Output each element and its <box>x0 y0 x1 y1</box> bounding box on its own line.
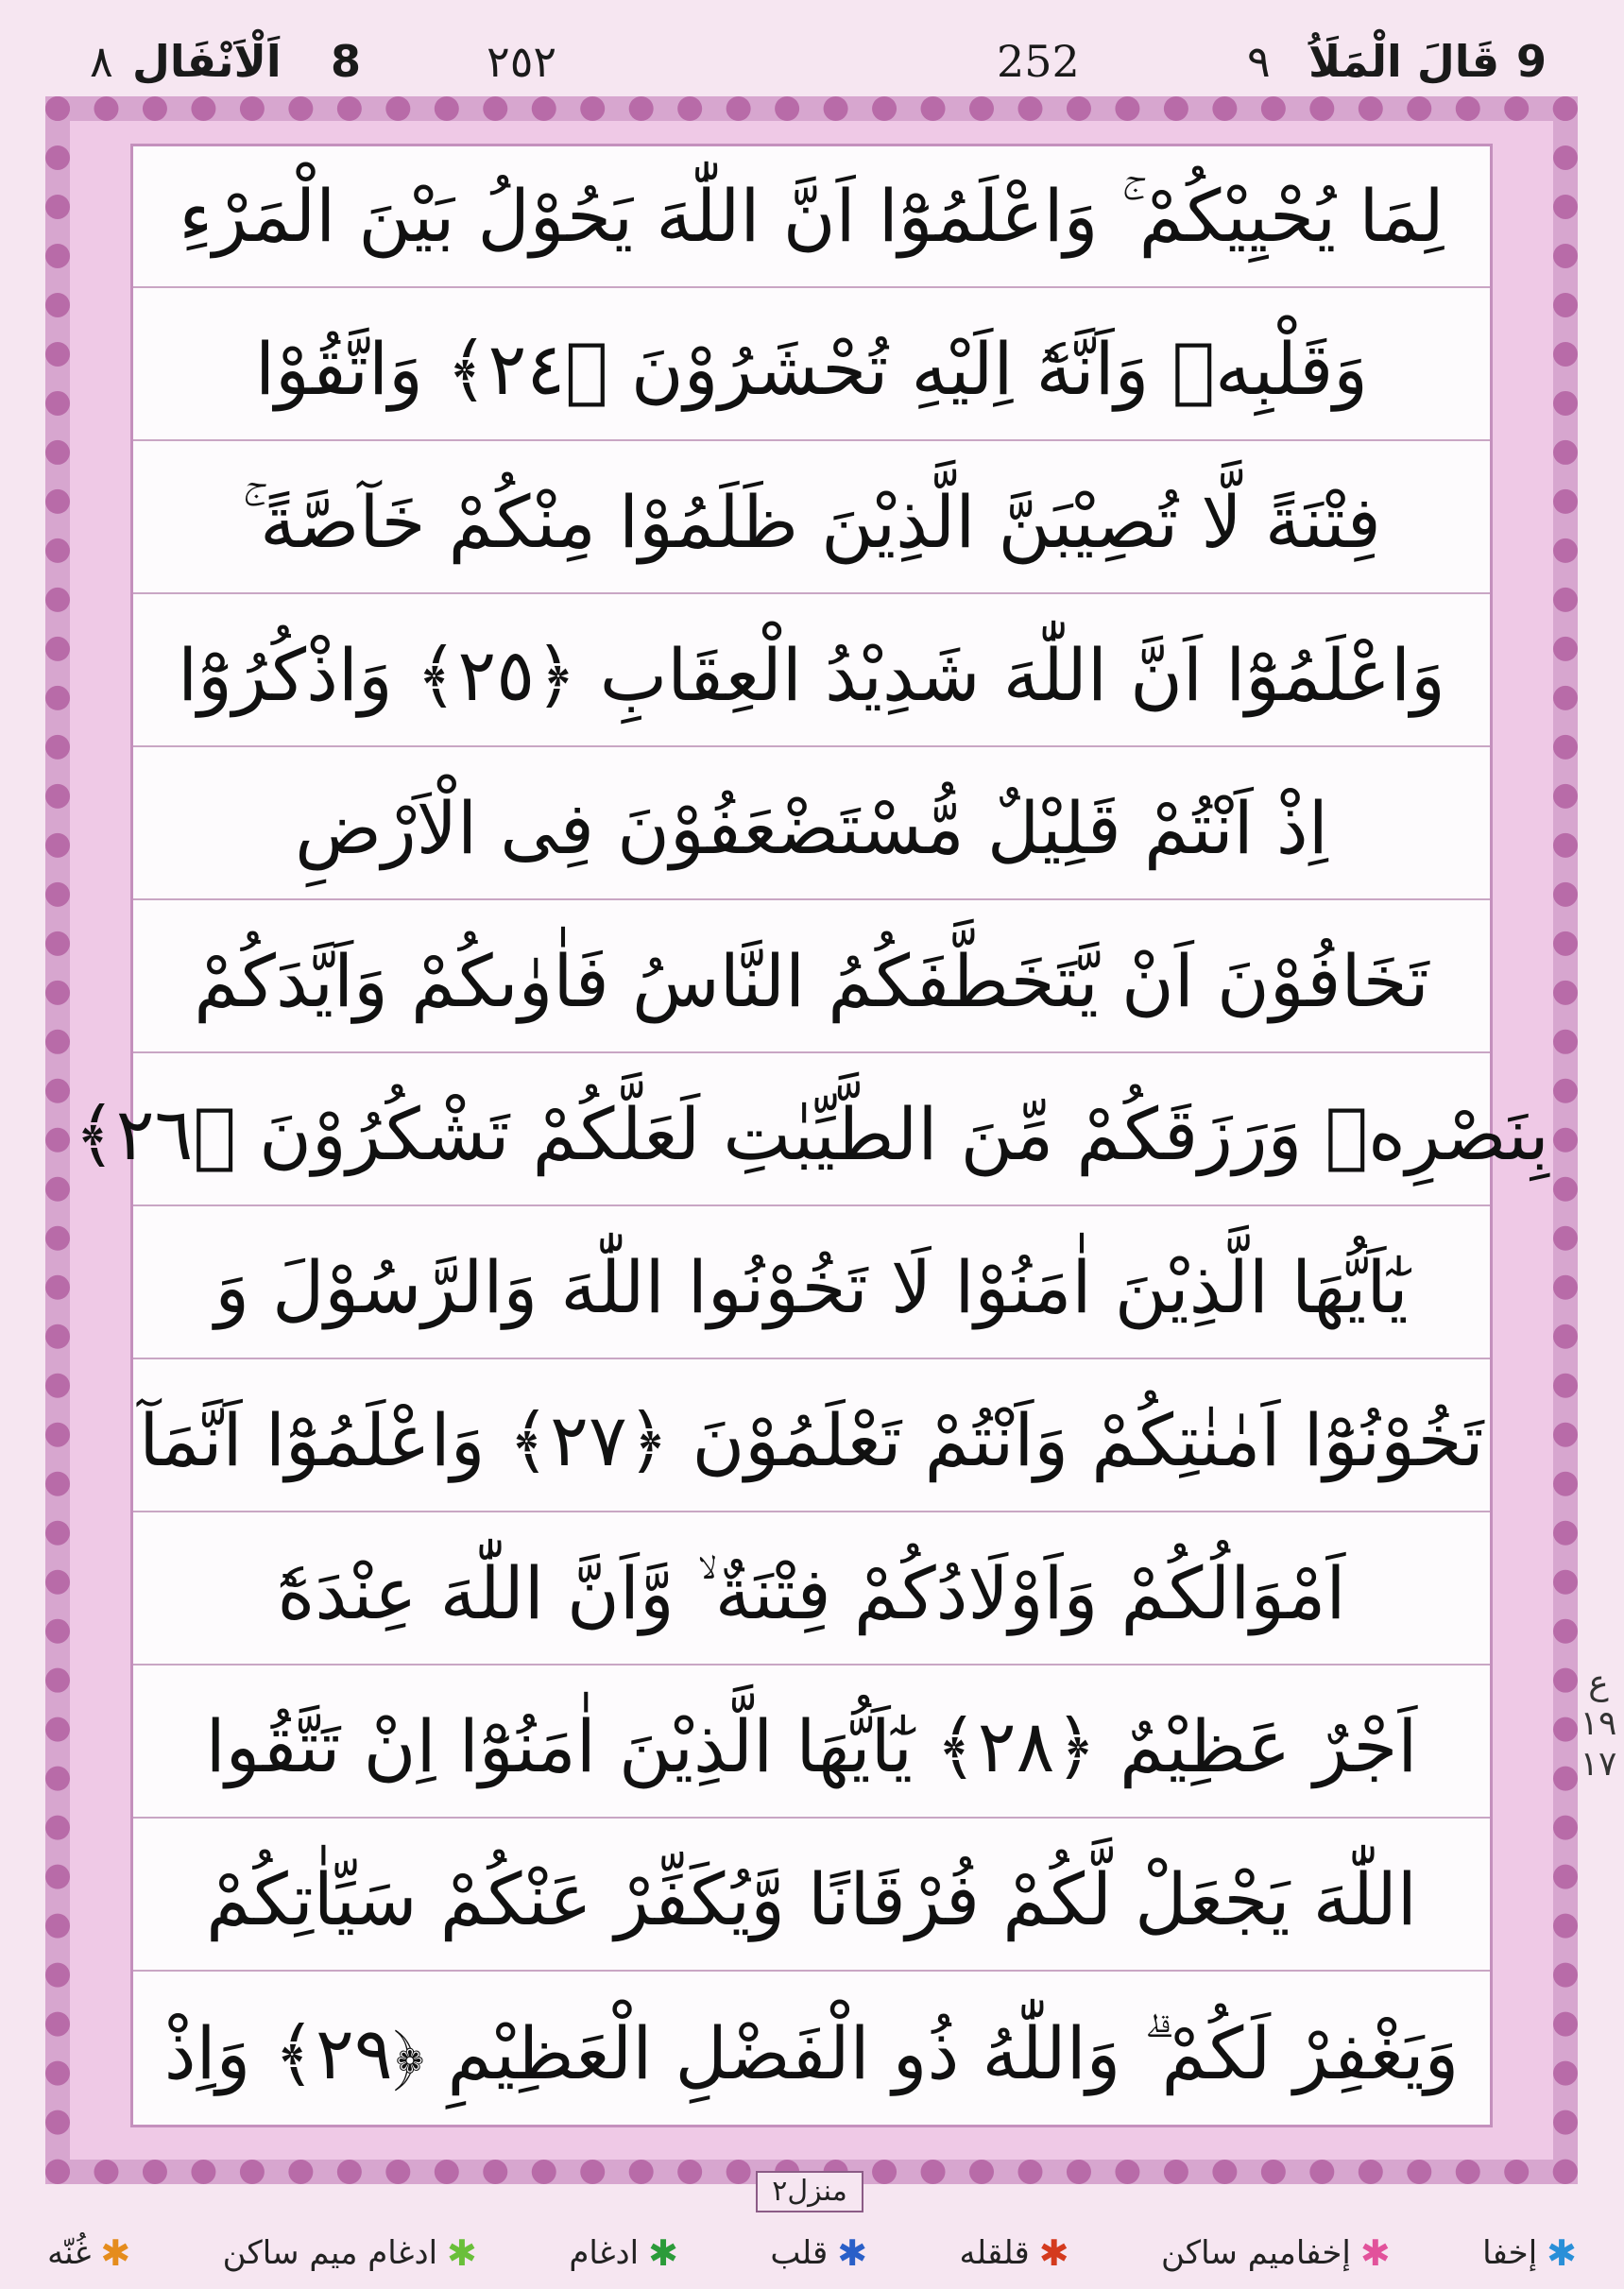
text-line <box>133 453 1490 594</box>
manzil-label: منزل٢ <box>756 2171 863 2212</box>
quran-text-panel <box>74 144 1549 2127</box>
legend-item <box>1482 2234 1577 2272</box>
line-text: تَخُوْنُوْٓا اَمٰنٰتِكُمْ وَاَنْتُمْ تَعْلَمُوْنَ ﴿٢٧﴾ وَاعْلَمُوْٓا اَنَّمَآ <box>139 1398 1484 1482</box>
text-line <box>133 759 1490 900</box>
line-text: وَاعْلَمُوْٓا اَنَّ اللّٰهَ شَدِيْدُ الْعِقَابِ ﴿٢٥﴾ وَاذْكُرُوْٓا <box>178 633 1445 717</box>
line-text: تَخَافُوْنَ اَنْ يَّتَخَطَّفَكُمُ النَّاسُ فَاٰوٰىكُمْ وَاَيَّدَكُمْ <box>194 939 1429 1023</box>
star-icon: ✱ <box>1547 2232 1577 2274</box>
text-line <box>133 1983 1490 2125</box>
page-number-arabic: ٢٥٢ <box>487 36 557 87</box>
line-text: لِمَا يُحْيِيْكُمْ ۚ وَاعْلَمُوْٓا اَنَّ اللّٰهَ يَحُوْلُ بَيْنَ الْمَرْءِ <box>179 174 1445 258</box>
line-text: اَمْوَالُكُمْ وَاَوْلَادُكُمْ فِتْنَةٌ ۙ وَّاَنَّ اللّٰهَ عِنْدَهٗٓ <box>277 1551 1346 1635</box>
legend-item <box>47 2234 130 2272</box>
juz-name-right: قَالَ الْمَلَاُ <box>1308 36 1500 87</box>
text-line <box>133 1371 1490 1512</box>
line-text: اَجْرٌ عَظِيْمٌ ﴿٢٨﴾ يٰٓاَيُّهَا الَّذِيْنَ اٰمَنُوْٓا اِنْ تَتَّقُوا <box>205 1704 1418 1788</box>
ruku-marker <box>1580 1663 1617 1785</box>
star-icon: ✱ <box>1359 2232 1391 2274</box>
surah-number-left: 8 <box>331 36 362 87</box>
star-icon: ✱ <box>837 2232 868 2274</box>
legend-label: قلقله <box>959 2234 1030 2272</box>
legend-item <box>1161 2234 1391 2272</box>
text-line <box>133 1677 1490 1819</box>
tajweed-legend <box>0 2220 1624 2286</box>
text-line <box>133 606 1490 747</box>
line-text: بِنَصْرِهٖ وَرَزَقَكُمْ مِّنَ الطَّيِّبٰتِ لَعَلَّكُمْ تَشْكُرُوْنَ ﴿٢٦﴾ <box>74 1092 1549 1176</box>
juz-number-arabic-right: ٩ <box>1247 36 1271 87</box>
line-text: وَقَلْبِهٖ وَاَنَّهٗٓ اِلَيْهِ تُحْشَرُوْنَ ﴿٢٤﴾ وَاتَّقُوْا <box>255 327 1368 411</box>
ruku-number-top: ١٩ <box>1580 1704 1617 1744</box>
line-text: فِتْنَةً لَّا تُصِيْبَنَّ الَّذِيْنَ ظَلَمُوْا مِنْكُمْ خَآصَّةً ۚ <box>242 480 1381 564</box>
legend-label: ادغام ميم ساكن <box>222 2234 438 2272</box>
legend-item <box>569 2234 678 2272</box>
text-line <box>133 912 1490 1053</box>
legend-label: إخفاميم ساكن <box>1161 2234 1351 2272</box>
star-icon: ✱ <box>100 2232 131 2274</box>
star-icon: ✱ <box>447 2232 477 2274</box>
legend-item <box>223 2234 477 2272</box>
text-line <box>133 146 1490 288</box>
legend-label: ادغام <box>569 2234 640 2272</box>
star-icon: ✱ <box>1038 2232 1069 2274</box>
line-text: اِذْ اَنْتُمْ قَلِيْلٌ مُّسْتَضْعَفُوْنَ فِى الْاَرْضِ <box>295 786 1328 870</box>
page-number: 252 <box>997 36 1080 87</box>
text-line <box>133 1524 1490 1666</box>
juz-number-arabic: ٨ <box>90 36 113 87</box>
ruku-symbol: ع <box>1588 1664 1609 1702</box>
juz-number-right: 9 <box>1516 36 1547 87</box>
ruku-number-bottom: ١٧ <box>1580 1745 1617 1785</box>
text-line <box>133 1218 1490 1359</box>
legend-item <box>770 2234 867 2272</box>
page-header <box>0 0 1624 104</box>
surah-name-left: اَلْاَنْفَال <box>132 36 282 87</box>
legend-label: إخفا <box>1482 2234 1538 2272</box>
legend-label: غُنّه <box>47 2234 92 2272</box>
line-text: يٰٓاَيُّهَا الَّذِيْنَ اٰمَنُوْا لَا تَخُوْنُوا اللّٰهَ وَالرَّسُوْلَ وَ <box>214 1245 1409 1329</box>
line-text: اللّٰهَ يَجْعَلْ لَّكُمْ فُرْقَانًا وَّيُكَفِّرْ عَنْكُمْ سَيِّاٰتِكُمْ <box>206 1857 1417 1941</box>
line-text: وَيَغْفِرْ لَكُمْ ۗ وَاللّٰهُ ذُو الْفَضْلِ الْعَظِيْمِ ﴿٢٩﴾ وَاِذْ <box>163 2011 1460 2095</box>
legend-label: قلب <box>770 2234 829 2272</box>
star-icon: ✱ <box>648 2232 678 2274</box>
legend-item <box>960 2234 1069 2272</box>
text-line <box>133 299 1490 441</box>
text-line <box>133 1830 1490 1972</box>
text-line <box>74 1065 1549 1206</box>
